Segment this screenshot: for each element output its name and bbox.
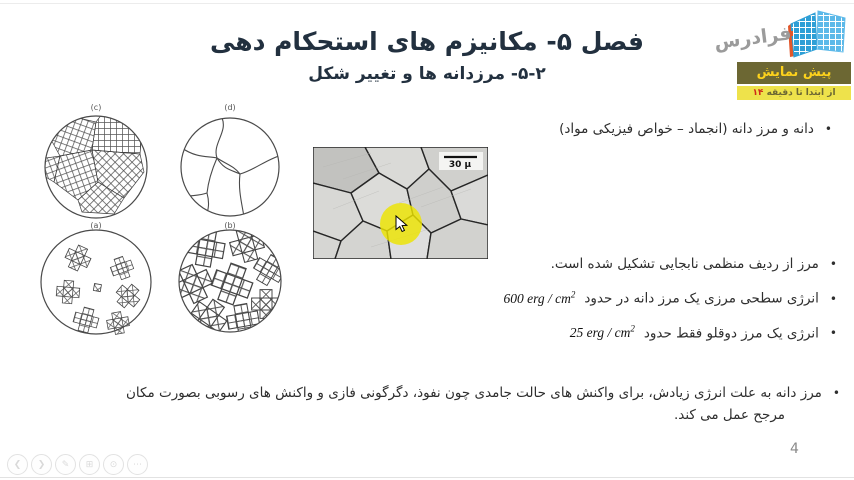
preview-minute: ۱۴ [752, 88, 764, 98]
zoom-button[interactable] [103, 454, 124, 475]
boundary-bullets [504, 249, 837, 348]
slide-subtitle: ۵-۲- مرزدانه ها و تغییر شکل [308, 64, 546, 84]
more-options-icon: ⋯ [133, 459, 142, 470]
solidification-stages-figure [26, 98, 288, 370]
surface-energy-value: 600 erg / $cm^2$ [503, 289, 576, 306]
bullet-dot: • [829, 326, 837, 340]
stage-a-nuclei [56, 242, 144, 335]
bullet-dot: • [829, 257, 837, 271]
stage-label-c: (c) [90, 103, 102, 112]
page-number: 4 [790, 441, 799, 457]
slide-top-border [0, 3, 854, 4]
stage-b-growth [169, 225, 288, 340]
next-slide-button[interactable] [31, 454, 52, 475]
bullet-surface-energy-row: •انرژی سطحی مرزی یک مرز دانه در حدود600 erg / $cm^2$ [503, 289, 837, 307]
pen-icon: ✎ [61, 459, 70, 470]
bullet-dot: • [832, 386, 840, 400]
zoom-icon: ⊙ [109, 459, 118, 470]
bullet-dislocation-row: •مرز از ردیف منظمی نابجایی تشکیل شده است. [550, 256, 837, 272]
bullet-twin-energy-row: •انرژی یک مرز دوقلو فقط حدود25 erg / $cm^2$ [569, 323, 837, 341]
faradars-logo-text: فرادرس [713, 22, 794, 54]
pen-button[interactable] [55, 454, 76, 475]
preview-badge: پیش نمایش [737, 62, 851, 84]
slide-title: فصل ۵- مکانیزم های استحکام دهی [209, 27, 645, 56]
slide-bottom-border [0, 477, 854, 478]
twin-energy-value: 25 erg / $cm^2$ [569, 323, 635, 340]
bullet-grain-boundary: •دانه و مرز دانه (انجماد – خواص فیزیکی مواد) [559, 121, 832, 137]
stage-label-a: (a) [90, 221, 102, 230]
bullet-dot: • [829, 291, 837, 306]
presentation-toolbar [7, 454, 148, 475]
preview-range-text: از ابتدا تا دقیقه [766, 88, 836, 98]
paragraph-line-2: مرجح عمل می کند. [673, 406, 785, 423]
stage-label-b: (b) [224, 221, 236, 230]
stage-c-crystals [44, 114, 144, 214]
bullet-preferred-site [126, 383, 840, 426]
preview-range [737, 86, 851, 100]
previous-slide-button[interactable] [7, 454, 28, 475]
grain-micrograph [313, 147, 488, 259]
more-options-button[interactable] [127, 454, 148, 475]
all-slides-button[interactable] [79, 454, 100, 475]
next-icon: ❯ [37, 459, 46, 470]
scale-bar-label: 30 μ [448, 160, 472, 170]
all-slides-icon: ⊞ [85, 459, 94, 470]
previous-icon: ❮ [13, 459, 22, 470]
bullet-dot: • [824, 122, 832, 136]
paragraph-line-1: •مرز دانه به علت انرژی زیادش، برای واکنش های حالت جامدی چون نفوذ، دگرگونی فازی و واکنش های رسوبی بصورت مکان [125, 385, 840, 401]
stage-label-d: (d) [224, 103, 236, 112]
